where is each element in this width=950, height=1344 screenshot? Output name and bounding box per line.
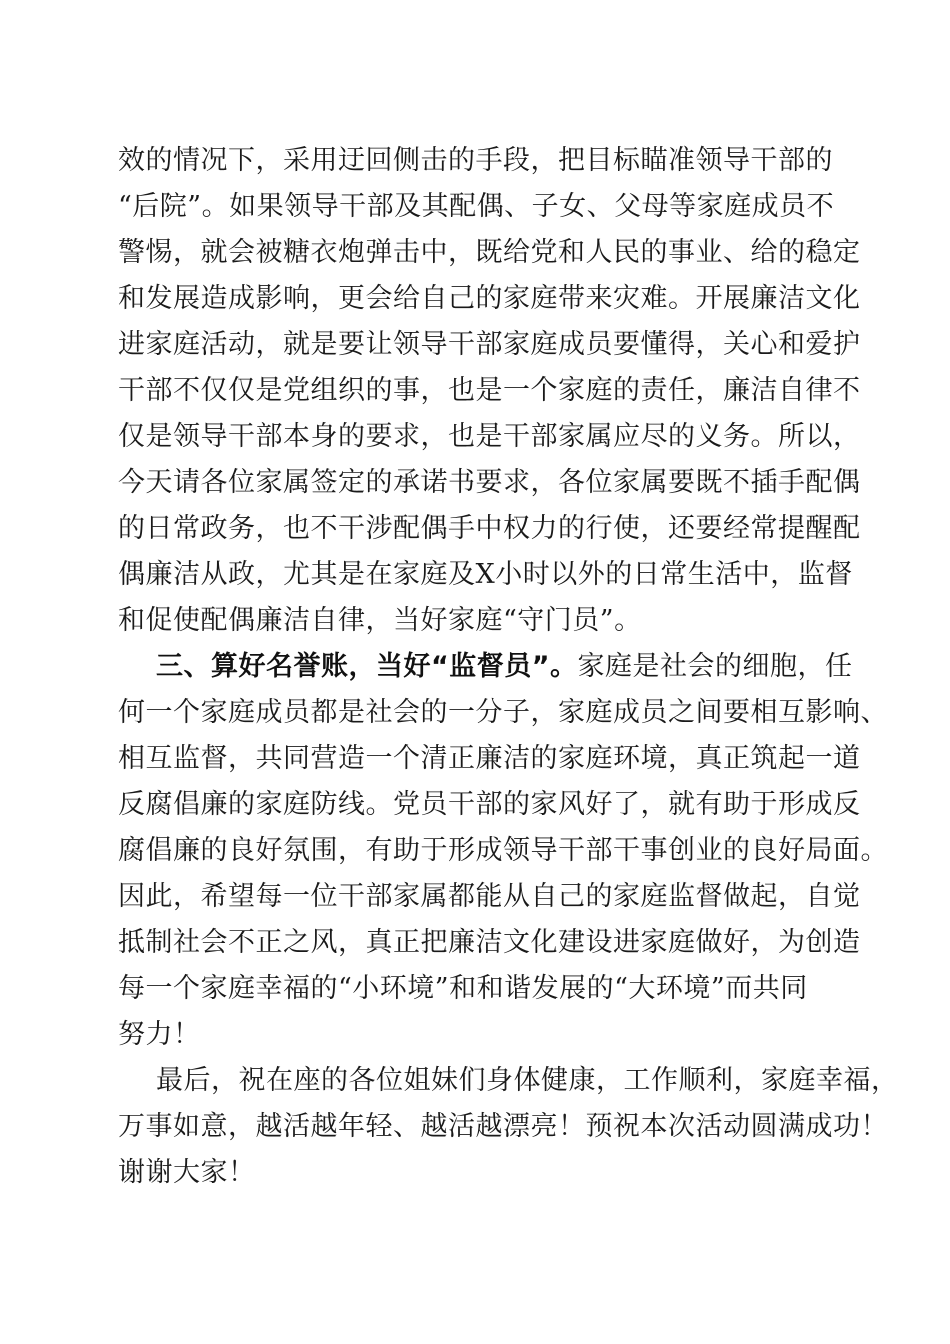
text-line: 每一个家庭幸福的“小环境”和和谐发展的“大环境”而共同 — [118, 973, 808, 1004]
text-line: 何一个家庭成员都是社会的一分子，家庭成员之间要相互影响、 — [118, 697, 888, 728]
text-line: 抵制社会不正之风，真正把廉洁文化建设进家庭做好，为创造 — [118, 927, 861, 958]
text-line: 效的情况下，采用迂回侧击的手段，把目标瞄准领导干部的 — [118, 145, 833, 176]
section-heading: 三、算好名誉账，当好“监督员”。 — [156, 651, 578, 682]
text-line: 偶廉洁从政，尤其是在家庭及X小时以外的日常生活中，监督 — [118, 559, 853, 590]
text-line: 谢谢大家！ — [118, 1157, 256, 1188]
text-line: 和促使配偶廉洁自律，当好家庭“守门员”。 — [118, 605, 642, 636]
text-line: 进家庭活动，就是要让领导干部家庭成员要懂得，关心和爱护 — [118, 329, 861, 360]
text-line: 和发展造成影响，更会给自己的家庭带来灾难。开展廉洁文化 — [118, 283, 861, 314]
paragraph-supervisor — [118, 644, 888, 1058]
paragraph-family-gate — [118, 138, 861, 644]
text-line: 万事如意，越活越年轻、越活越漂亮！预祝本次活动圆满成功！ — [118, 1111, 888, 1142]
text-line: 努力！ — [118, 1019, 201, 1050]
text-line: 干部不仅仅是党组织的事，也是一个家庭的责任，廉洁自律不 — [118, 375, 861, 406]
text-line: 的日常政务，也不干涉配偶手中权力的行使，还要经常提醒配 — [118, 513, 861, 544]
paragraph-closing — [118, 1058, 899, 1196]
text-line: 因此，希望每一位干部家属都能从自己的家庭监督做起，自觉 — [118, 881, 861, 912]
document-body — [118, 138, 899, 1196]
text-line: 相互监督，共同营造一个清正廉洁的家庭环境，真正筑起一道 — [118, 743, 861, 774]
text-line — [118, 644, 853, 690]
heading-line-text: 家庭是社会的细胞，任 — [577, 651, 853, 682]
text-line: “后院”。如果领导干部及其配偶、子女、父母等家庭成员不 — [118, 191, 835, 222]
text-line: 反腐倡廉的家庭防线。党员干部的家风好了，就有助于形成反 — [118, 789, 861, 820]
text-line: 腐倡廉的良好氛围，有助于形成领导干部干事创业的良好局面。 — [118, 835, 888, 866]
text-line: 警惕，就会被糖衣炮弹击中，既给党和人民的事业、给的稳定 — [118, 237, 861, 268]
text-line: 最后，祝在座的各位姐妹们身体健康，工作顺利，家庭幸福， — [156, 1065, 899, 1096]
text-line: 仅是领导干部本身的要求，也是干部家属应尽的义务。所以， — [118, 421, 861, 452]
text-line: 今天请各位家属签定的承诺书要求，各位家属要既不插手配偶 — [118, 467, 861, 498]
